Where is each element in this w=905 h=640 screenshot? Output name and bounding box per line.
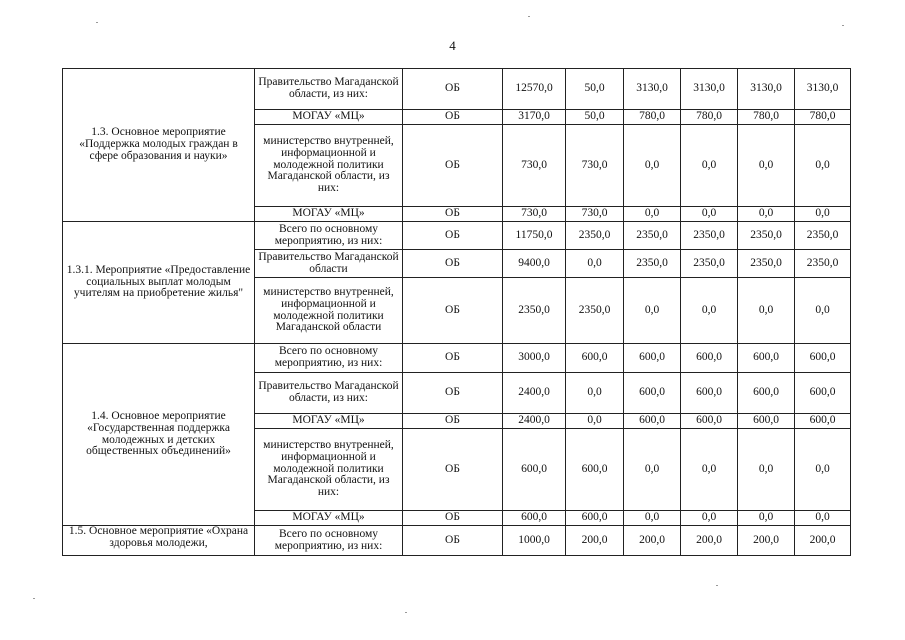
value-cell: 0,0 [681, 278, 738, 344]
executor-cell: Правительство Магаданской области, из них: [255, 69, 403, 110]
value-cell: 3130,0 [681, 69, 738, 110]
value-cell: 3000,0 [503, 344, 566, 373]
source-cell: ОБ [403, 414, 503, 429]
value-cell: 3170,0 [503, 110, 566, 125]
value-cell: 600,0 [738, 373, 795, 414]
event-cell: 1.3. Основное мероприятие «Поддержка молодых граждан в сфере образования и науки» [63, 69, 255, 222]
table-row [63, 222, 851, 250]
scan-speck [405, 612, 407, 613]
executor-cell: министерство внутренней, информационной и молодежной политики Магаданской области [255, 278, 403, 344]
value-cell: 0,0 [681, 429, 738, 511]
value-cell: 2350,0 [681, 222, 738, 250]
value-cell: 730,0 [503, 207, 566, 222]
event-cell: 1.4. Основное мероприятие «Государственная поддержка молодежных и детских общественных объединений» [63, 344, 255, 526]
value-cell: 0,0 [738, 429, 795, 511]
executor-cell: министерство внутренней, информационной и молодежной политики Магаданской области, из них: [255, 125, 403, 207]
value-cell: 730,0 [566, 207, 624, 222]
value-cell: 600,0 [795, 344, 851, 373]
value-cell: 50,0 [566, 110, 624, 125]
value-cell: 0,0 [738, 207, 795, 222]
table-row [63, 69, 851, 110]
budget-table [62, 68, 851, 556]
value-cell: 0,0 [566, 373, 624, 414]
value-cell: 780,0 [795, 110, 851, 125]
source-cell: ОБ [403, 69, 503, 110]
value-cell: 780,0 [681, 110, 738, 125]
value-cell: 2350,0 [795, 222, 851, 250]
source-cell: ОБ [403, 526, 503, 556]
value-cell: 600,0 [503, 511, 566, 526]
executor-cell: МОГАУ «МЦ» [255, 414, 403, 429]
value-cell: 1000,0 [503, 526, 566, 556]
value-cell: 0,0 [795, 125, 851, 207]
event-cell: 1.3.1. Мероприятие «Предоставление социальных выплат молодым учителям на приобретение жилья" [63, 222, 255, 344]
value-cell: 0,0 [566, 414, 624, 429]
value-cell: 0,0 [681, 511, 738, 526]
value-cell: 200,0 [738, 526, 795, 556]
value-cell: 0,0 [795, 207, 851, 222]
value-cell: 2350,0 [681, 250, 738, 278]
executor-cell: МОГАУ «МЦ» [255, 110, 403, 125]
scan-speck [33, 598, 35, 599]
value-cell: 600,0 [681, 373, 738, 414]
value-cell: 50,0 [566, 69, 624, 110]
value-cell: 200,0 [624, 526, 681, 556]
value-cell: 600,0 [681, 414, 738, 429]
value-cell: 2350,0 [738, 250, 795, 278]
source-cell: ОБ [403, 429, 503, 511]
value-cell: 600,0 [624, 344, 681, 373]
scan-speck [528, 16, 530, 17]
page-number: 4 [449, 38, 456, 53]
value-cell: 600,0 [795, 414, 851, 429]
executor-cell: Правительство Магаданской области [255, 250, 403, 278]
value-cell: 0,0 [566, 250, 624, 278]
source-cell: ОБ [403, 250, 503, 278]
scan-speck [96, 22, 98, 23]
value-cell: 600,0 [624, 414, 681, 429]
value-cell: 0,0 [624, 511, 681, 526]
executor-cell: МОГАУ «МЦ» [255, 207, 403, 222]
value-cell: 600,0 [624, 373, 681, 414]
executor-cell: Всего по основному мероприятию, из них: [255, 344, 403, 373]
table-row [63, 344, 851, 373]
value-cell: 600,0 [738, 344, 795, 373]
value-cell: 0,0 [624, 207, 681, 222]
value-cell: 2350,0 [624, 222, 681, 250]
value-cell: 3130,0 [795, 69, 851, 110]
event-cell: 1.5. Основное мероприятие «Охрана здоровья молодежи, [63, 526, 255, 556]
source-cell: ОБ [403, 207, 503, 222]
value-cell: 11750,0 [503, 222, 566, 250]
executor-cell: МОГАУ «МЦ» [255, 511, 403, 526]
value-cell: 600,0 [795, 373, 851, 414]
value-cell: 2350,0 [624, 250, 681, 278]
value-cell: 600,0 [738, 414, 795, 429]
executor-cell: Всего по основному мероприятию, из них: [255, 526, 403, 556]
value-cell: 12570,0 [503, 69, 566, 110]
value-cell: 2400,0 [503, 414, 566, 429]
value-cell: 0,0 [624, 125, 681, 207]
value-cell: 600,0 [566, 429, 624, 511]
value-cell: 0,0 [795, 278, 851, 344]
value-cell: 2350,0 [566, 222, 624, 250]
value-cell: 9400,0 [503, 250, 566, 278]
value-cell: 200,0 [681, 526, 738, 556]
source-cell: ОБ [403, 511, 503, 526]
source-cell: ОБ [403, 110, 503, 125]
value-cell: 0,0 [624, 278, 681, 344]
executor-cell: Правительство Магаданской области, из них: [255, 373, 403, 414]
executor-cell: министерство внутренней, информационной и молодежной политики Магаданской области, из них: [255, 429, 403, 511]
value-cell: 0,0 [681, 207, 738, 222]
value-cell: 3130,0 [624, 69, 681, 110]
value-cell: 0,0 [738, 125, 795, 207]
executor-cell: Всего по основному мероприятию, из них: [255, 222, 403, 250]
value-cell: 0,0 [795, 511, 851, 526]
value-cell: 0,0 [738, 511, 795, 526]
value-cell: 780,0 [738, 110, 795, 125]
value-cell: 2350,0 [795, 250, 851, 278]
source-cell: ОБ [403, 344, 503, 373]
value-cell: 0,0 [738, 278, 795, 344]
value-cell: 730,0 [566, 125, 624, 207]
value-cell: 600,0 [681, 344, 738, 373]
value-cell: 200,0 [566, 526, 624, 556]
value-cell: 730,0 [503, 125, 566, 207]
value-cell: 600,0 [566, 511, 624, 526]
scan-speck [842, 25, 844, 26]
source-cell: ОБ [403, 278, 503, 344]
value-cell: 2350,0 [503, 278, 566, 344]
source-cell: ОБ [403, 373, 503, 414]
value-cell: 3130,0 [738, 69, 795, 110]
table-row [63, 526, 851, 556]
value-cell: 0,0 [681, 125, 738, 207]
value-cell: 600,0 [503, 429, 566, 511]
value-cell: 200,0 [795, 526, 851, 556]
value-cell: 2350,0 [566, 278, 624, 344]
value-cell: 0,0 [624, 429, 681, 511]
source-cell: ОБ [403, 125, 503, 207]
value-cell: 780,0 [624, 110, 681, 125]
scan-speck [716, 585, 718, 586]
value-cell: 2350,0 [738, 222, 795, 250]
value-cell: 600,0 [566, 344, 624, 373]
value-cell: 2400,0 [503, 373, 566, 414]
value-cell: 0,0 [795, 429, 851, 511]
source-cell: ОБ [403, 222, 503, 250]
